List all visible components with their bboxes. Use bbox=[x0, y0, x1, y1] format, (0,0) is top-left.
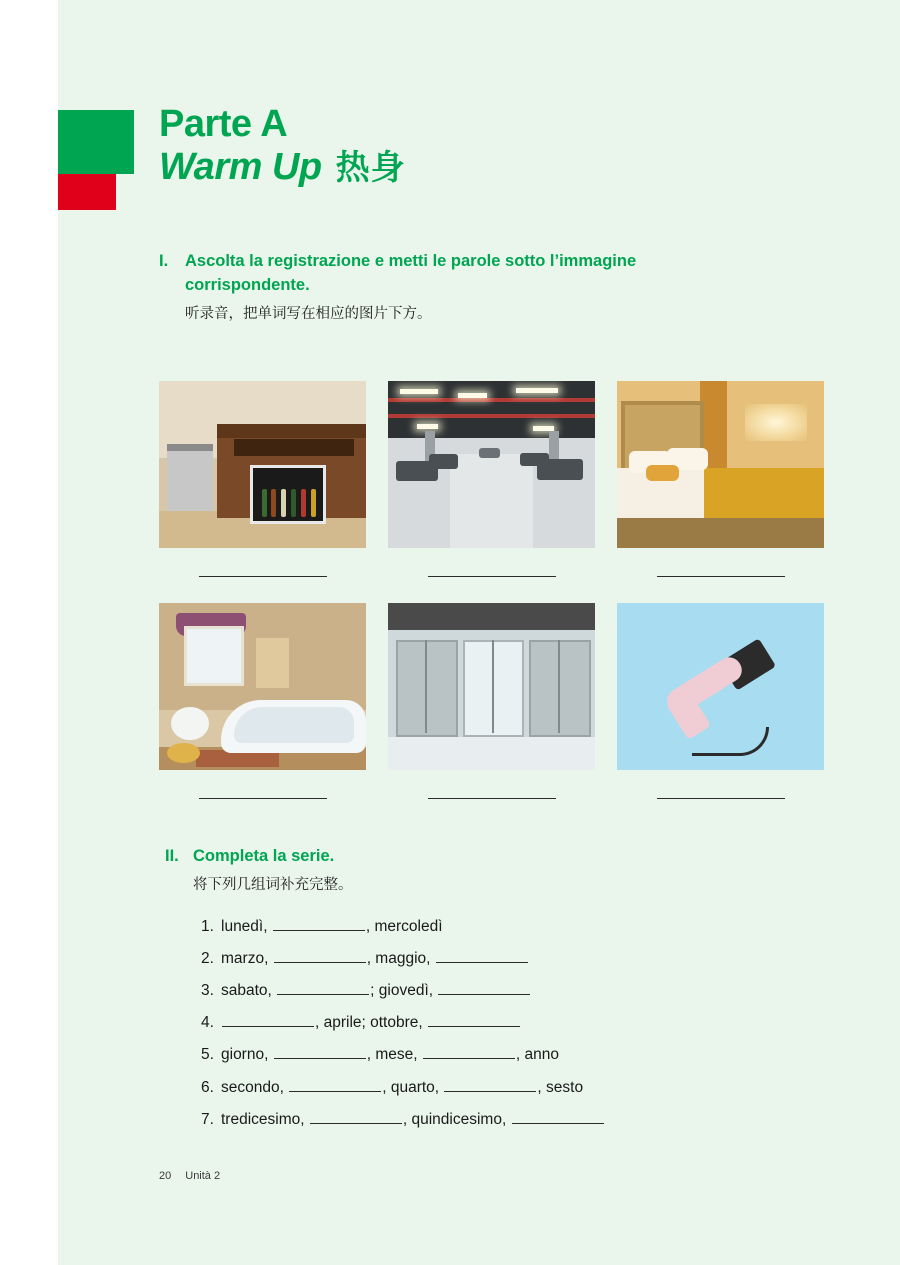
exercise-one-title-cn: 听录音，把单词写在相应的图片下方。 bbox=[185, 305, 432, 322]
exercise-one-heading bbox=[159, 250, 839, 298]
fill-blank[interactable] bbox=[512, 1110, 604, 1124]
bathroom-photo bbox=[159, 603, 366, 770]
answer-blank-4[interactable] bbox=[199, 784, 327, 799]
grid-cell bbox=[159, 381, 366, 577]
section-title bbox=[159, 146, 406, 190]
unit-label: Unità 2 bbox=[185, 1170, 221, 1182]
fill-blank[interactable] bbox=[428, 1013, 520, 1027]
list-item[interactable]: 1. lunedì, , mercoledì bbox=[201, 911, 859, 943]
fill-blank[interactable] bbox=[222, 1013, 314, 1027]
flag-red-block bbox=[58, 174, 116, 210]
answer-blank-1[interactable] bbox=[199, 562, 327, 577]
image-grid-row-1 bbox=[159, 381, 826, 577]
item-index: 2. bbox=[201, 950, 214, 968]
series-list bbox=[201, 911, 859, 1136]
grid-cell bbox=[159, 603, 366, 799]
parking-garage-photo bbox=[388, 381, 595, 548]
fill-blank[interactable] bbox=[438, 981, 530, 995]
page-number: 20 bbox=[159, 1170, 172, 1182]
answer-blank-5[interactable] bbox=[428, 784, 556, 799]
exercise-two-number: II. bbox=[165, 847, 179, 865]
fill-blank[interactable] bbox=[274, 949, 366, 963]
grid-cell bbox=[388, 381, 595, 577]
list-item[interactable]: 3. sabato, ; giovedì, bbox=[201, 975, 859, 1007]
item-index: 1. bbox=[201, 918, 214, 936]
exercise-one-title: Ascolta la registrazione e metti le parole sotto l’immagine corrispondente. bbox=[185, 252, 637, 294]
fill-blank[interactable] bbox=[444, 1078, 536, 1092]
fill-blank[interactable] bbox=[289, 1078, 381, 1092]
image-grid-row-2 bbox=[159, 603, 826, 799]
list-item[interactable]: 6. secondo, , quarto, , sesto bbox=[201, 1072, 859, 1104]
flag-green-block bbox=[58, 110, 134, 174]
exercise-two-heading bbox=[165, 845, 859, 869]
item-index: 6. bbox=[201, 1078, 214, 1096]
list-item[interactable]: 7. tredicesimo, , quindicesimo, bbox=[201, 1104, 859, 1136]
minibar-photo bbox=[159, 381, 366, 548]
hotel-bedroom-photo bbox=[617, 381, 824, 548]
fill-blank[interactable] bbox=[436, 949, 528, 963]
exercise-two-title: Completa la serie. bbox=[193, 847, 335, 865]
answer-blank-6[interactable] bbox=[657, 784, 785, 799]
hairdryer-photo bbox=[617, 603, 824, 770]
section-title-it: Warm Up bbox=[159, 145, 322, 188]
section-title-cn: 热身 bbox=[335, 148, 406, 187]
elevators-photo bbox=[388, 603, 595, 770]
list-item[interactable]: 4. , aprile; ottobre, bbox=[201, 1007, 859, 1039]
fill-blank[interactable] bbox=[274, 1045, 366, 1059]
fill-blank[interactable] bbox=[273, 917, 365, 931]
exercise-two-title-cn: 将下列几组词补充完整。 bbox=[193, 876, 353, 893]
answer-blank-3[interactable] bbox=[657, 562, 785, 577]
item-index: 5. bbox=[201, 1046, 214, 1064]
grid-cell bbox=[388, 603, 595, 799]
part-label: Parte A bbox=[159, 103, 288, 145]
item-index: 4. bbox=[201, 1014, 214, 1032]
item-index: 3. bbox=[201, 982, 214, 1000]
grid-cell bbox=[617, 603, 824, 799]
page-title bbox=[159, 104, 406, 189]
page-footer bbox=[159, 1170, 220, 1182]
flag-white-block bbox=[116, 174, 134, 210]
answer-blank-2[interactable] bbox=[428, 562, 556, 577]
fill-blank[interactable] bbox=[310, 1110, 402, 1124]
page-canvas bbox=[58, 0, 900, 1265]
grid-cell bbox=[617, 381, 824, 577]
italian-flag-decoration bbox=[58, 110, 134, 210]
fill-blank[interactable] bbox=[277, 981, 369, 995]
exercise-one bbox=[159, 250, 839, 326]
list-item[interactable]: 5. giorno, , mese, , anno bbox=[201, 1039, 859, 1071]
exercise-one-number: I. bbox=[159, 252, 169, 270]
image-grid bbox=[159, 381, 826, 805]
list-item[interactable]: 2. marzo, , maggio, bbox=[201, 943, 859, 975]
exercise-two bbox=[159, 845, 859, 1136]
item-index: 7. bbox=[201, 1110, 214, 1128]
fill-blank[interactable] bbox=[423, 1045, 515, 1059]
